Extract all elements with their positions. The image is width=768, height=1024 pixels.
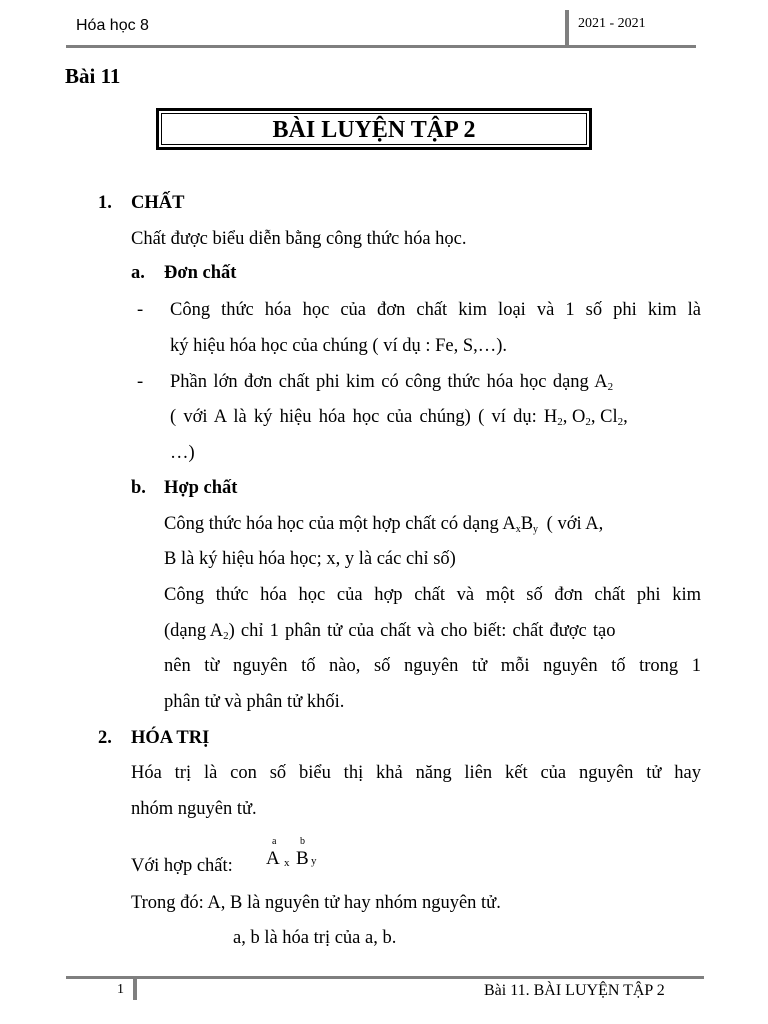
footer-divider	[133, 978, 137, 1000]
index-y: y	[311, 855, 317, 867]
symbol-b: B	[296, 848, 309, 869]
section1-intro: Chất được biểu diễn bằng công thức hóa học.	[131, 229, 467, 249]
valence-formula	[266, 836, 326, 876]
where-line1: Trong đó: A, B là nguyên tử hay nhóm nguyên tử.	[131, 893, 501, 913]
compound-p1-line1: Công thức hóa học của một hợp chất có dạng AxBy ( với A,	[164, 514, 604, 535]
valence-def-line1: Hóa trị là con số biểu thị khả năng liên kết của nguyên tử hay	[131, 763, 701, 783]
header-divider	[565, 10, 569, 46]
section1a-number: a.	[131, 263, 145, 283]
compound-p1-line2: B là ký hiệu hóa học; x, y là các chỉ số)	[164, 549, 456, 569]
header-rule	[66, 45, 696, 48]
valence-b: b	[300, 836, 305, 847]
compound-label: Với hợp chất:	[131, 856, 233, 876]
bullet1-line1: Công thức hóa học của đơn chất kim loại và 1 số phi kim là	[170, 300, 701, 320]
footer-rule	[66, 976, 704, 979]
section1-number: 1.	[98, 193, 112, 213]
compound-p2-line1: Công thức hóa học của hợp chất và một số đơn chất phi kim	[164, 585, 701, 605]
bullet2-line3: …)	[170, 443, 195, 463]
index-x: x	[284, 857, 290, 869]
valence-a: a	[272, 836, 277, 847]
compound-p2-line3: nên từ nguyên tố nào, số nguyên tử mỗi nguyên tố trong 1	[164, 656, 701, 676]
where-line2: a, b là hóa trị của a, b.	[233, 928, 397, 948]
bullet-dash: -	[137, 372, 144, 392]
page-title: BÀI LUYỆN TẬP 2	[272, 117, 476, 143]
header-year: 2021 - 2021	[578, 16, 646, 31]
valence-def-line2: nhóm nguyên tử.	[131, 799, 257, 819]
bullet2-line1: Phần lớn đơn chất phi kim có công thức hóa học dạng $A_2$	[170, 372, 614, 393]
section2-number: 2.	[98, 728, 112, 748]
footer-title: Bài 11. BÀI LUYỆN TẬP 2	[484, 982, 665, 999]
compound-p2-line2: (dạng $A_2$) chỉ 1 phân tử của chất và cho biết: chất được tạo	[164, 621, 616, 642]
compound-p2-line4: phân tử và phân tử khối.	[164, 692, 345, 712]
bullet-dash: -	[137, 300, 144, 320]
section1b-heading: Hợp chất	[164, 478, 238, 498]
title-box	[156, 108, 592, 150]
section1b-number: b.	[131, 478, 146, 498]
section2-heading: HÓA TRỊ	[131, 728, 210, 748]
page-number: 1	[117, 982, 124, 997]
section1-heading: CHẤT	[131, 193, 185, 213]
lesson-label: Bài 11	[65, 64, 121, 88]
symbol-a: A	[266, 848, 280, 869]
bullet2-line2: ( với A là ký hiệu hóa học của chúng) ( ví dụ: $H_2$, $O_2$, $Cl_2$,	[170, 407, 628, 428]
header-subject: Hóa học 8	[76, 17, 149, 34]
bullet1-line2: ký hiệu hóa học của chúng ( ví dụ : Fe, S,…).	[170, 336, 508, 356]
section1a-heading: Đơn chất	[164, 263, 237, 283]
